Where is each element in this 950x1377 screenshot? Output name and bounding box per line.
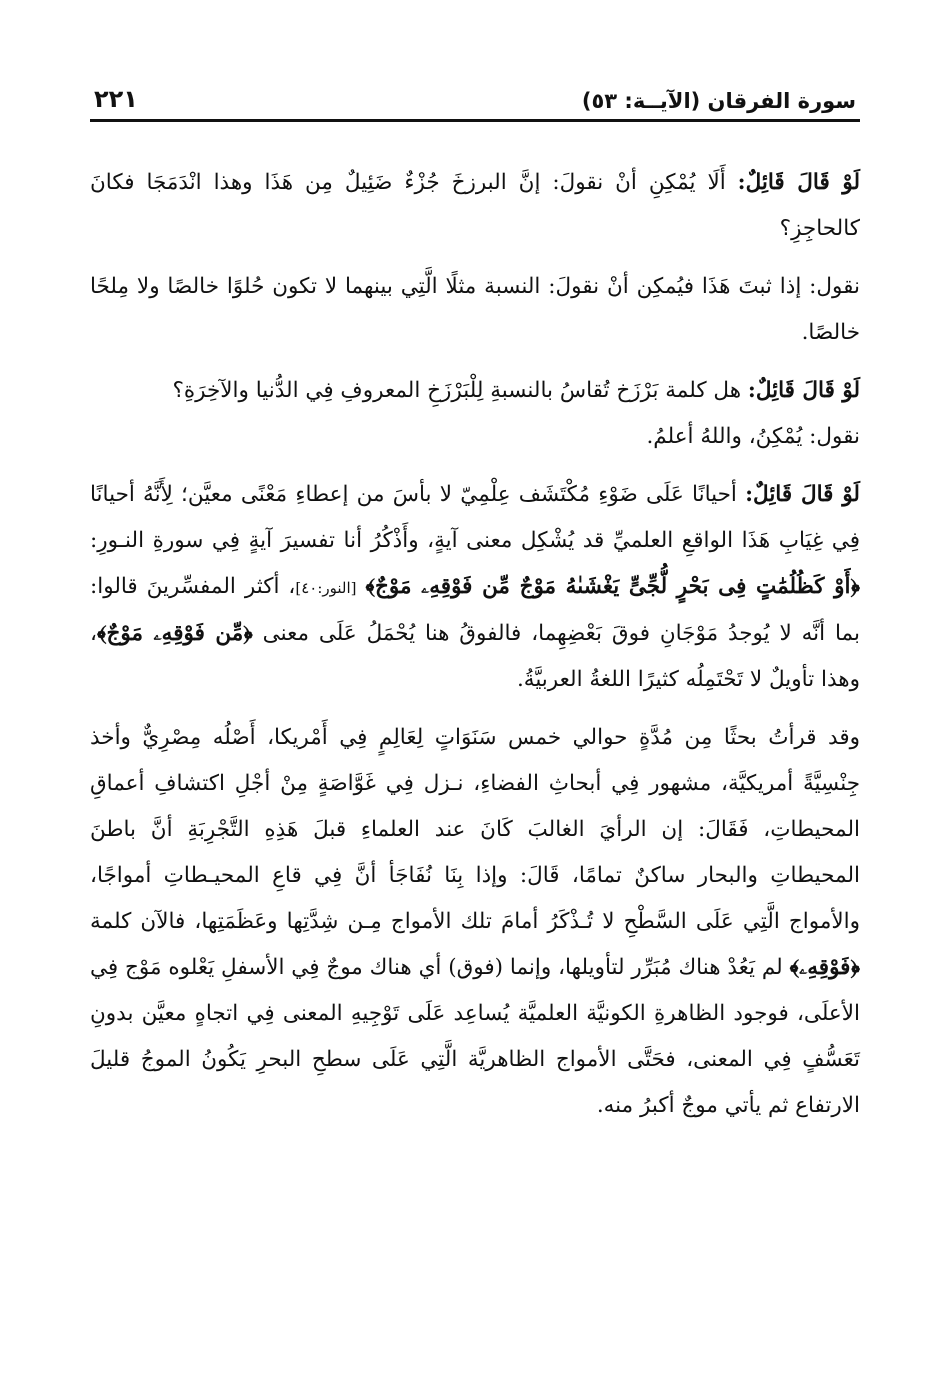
question-lead: لَوْ قَالَ قَائِلٌ: <box>745 482 860 507</box>
paragraph-3 <box>90 368 860 414</box>
paragraph-text: لم يَعُدْ هناك مُبَرِّر لتأويلها، وإنما (فوق) أي هناك موجٌ فِي الأسفلِ يَعْلوه مَوْج فِي الأعلَى، فوجود الظاهرةِ الكونيَّة العلميَّة يُساعِد عَلَى تَوْجِيهِ المعنى فِي اتجاهٍ معيَّن بدونِ تَعَسُّفٍ فِي المعنى، فحَتَّى الأمواج الظاهريَّة الَّتِي عَلَى سطحِ البحرِ يَكُونُ الموجُ قليلَ الارتفاع ثم يأتي موجٌ أكبرُ منه. <box>90 955 860 1118</box>
paragraph-text: وقد قرأتُ بحثًا مِن مُدَّةٍ حوالي خمس سَنَوَاتٍ لِعَالِمٍ فِي أَمْريكا، أَصْلُه مِصْرِيٌّ وأخذ جِنْسِيَّةً أمريكيَّة، مشهور فِي أبحاثِ الفضاءِ، نـزل فِي غَوَّاصَةٍ مِنْ أجْلِ اكتشافِ أعماقِ المحيطاتِ، فَقَالَ: إن الرأيَ الغالبَ كَانَ عند العلماءِ قبلَ هَذِهِ التَّجْرِبَةِ أنَّ باطنَ المحيطاتِ والبحار ساكنٌ تمامًا، قَالَ: وإذا بِنَا نُفَاجَأ أنَّ فِي قاعِ المحيـطاتِ أمواجًا، والأمواج الَّتِي عَلَى السَّطْحِ لا تُـذْكَرُ أمامَ تلك الأمواج مِـن شِدَّتِها وعَظَمَتِها، فالآن كلمة <box>90 725 860 934</box>
paragraph-5 <box>90 472 860 703</box>
quran-verse: ﴿مِّن فَوْقِهِۦ مَوْجٌ﴾ <box>96 621 253 646</box>
page-body <box>90 160 860 1129</box>
question-lead: لَوْ قَالَ قَائِلٌ: <box>747 378 860 403</box>
book-page <box>90 85 860 1141</box>
paragraph-6 <box>90 715 860 1129</box>
paragraph-1 <box>90 160 860 252</box>
question-lead: لَوْ قَالَ قَائِلٌ: <box>737 170 860 195</box>
paragraph-text: أَلَا يُمْكِنِ أنْ نقولَ: إنَّ البرزخَ جُزْءٌ ضَئِيلٌ مِن هَذَا وهذا انْدَمَجَا فكانَ كالحاجِزِ؟ <box>90 170 860 241</box>
page-header <box>90 85 860 122</box>
paragraph-text: نقول: إذا ثبتَ هَذَا فيُمكِن أنْ نقولَ: النسبة مثلًا الَّتِي بينهما لا تكون حُلوًا خالصًا ولا مِلحًا خالصًا. <box>90 274 860 345</box>
paragraph-text: أحيانًا عَلَى ضَوْءِ مُكْتَشَف عِلْمِيّ لا بأسَ من إعطاءِ مَعْنًى معيَّن؛ لِأَنَّهُ أحيانًا فِي غِيَابِ هَذَا الواقعِ العلميِّ قد يُشْكِل معنى آيةٍ، وأَذْكُرُ أنا تفسيرَ آيةٍ فِي سورةِ النـورِ: <box>90 482 860 553</box>
quran-verse: ﴿فَوْقِهِۦ﴾ <box>789 955 860 980</box>
quran-verse: ﴿أَوْ كَظُلُمَٰتٍ فِى بَحْرٍ لُّجِّىٍّ يَغْشَىٰهُ مَوْجٌ مِّن فَوْقِهِۦ مَوْجٌ﴾ <box>365 574 860 599</box>
verse-reference: [النور:٤٠] <box>295 579 357 597</box>
paragraph-4 <box>90 414 860 460</box>
paragraph-2 <box>90 264 860 356</box>
page-number: ٢٢١ <box>94 85 138 113</box>
paragraph-text: هل كلمة بَرْزَخ تُقاسُ بالنسبةِ لِلْبَرْزَخِ المعروفِ فِي الدُّنيا والآخِرَةِ؟ <box>172 378 742 403</box>
paragraph-text: ، وهذا تأويلٌ لا تَحْتَمِلُه كثيرًا اللغةُ العربيَّةُ. <box>90 621 860 692</box>
surah-title: سورة الفرقان (الآيــة: ٥٣) <box>581 89 856 113</box>
paragraph-text: ، أكثر المفسِّرينَ قالوا: بما أنَّه لا يُوجدُ مَوْجَانِ فوقَ بَعْضِهِما، فالفوقُ هنا يُحْمَلُ عَلَى معنى <box>90 574 860 646</box>
paragraph-text: نقول: يُمْكِنُ، واللهُ أعلمُ. <box>646 424 860 449</box>
